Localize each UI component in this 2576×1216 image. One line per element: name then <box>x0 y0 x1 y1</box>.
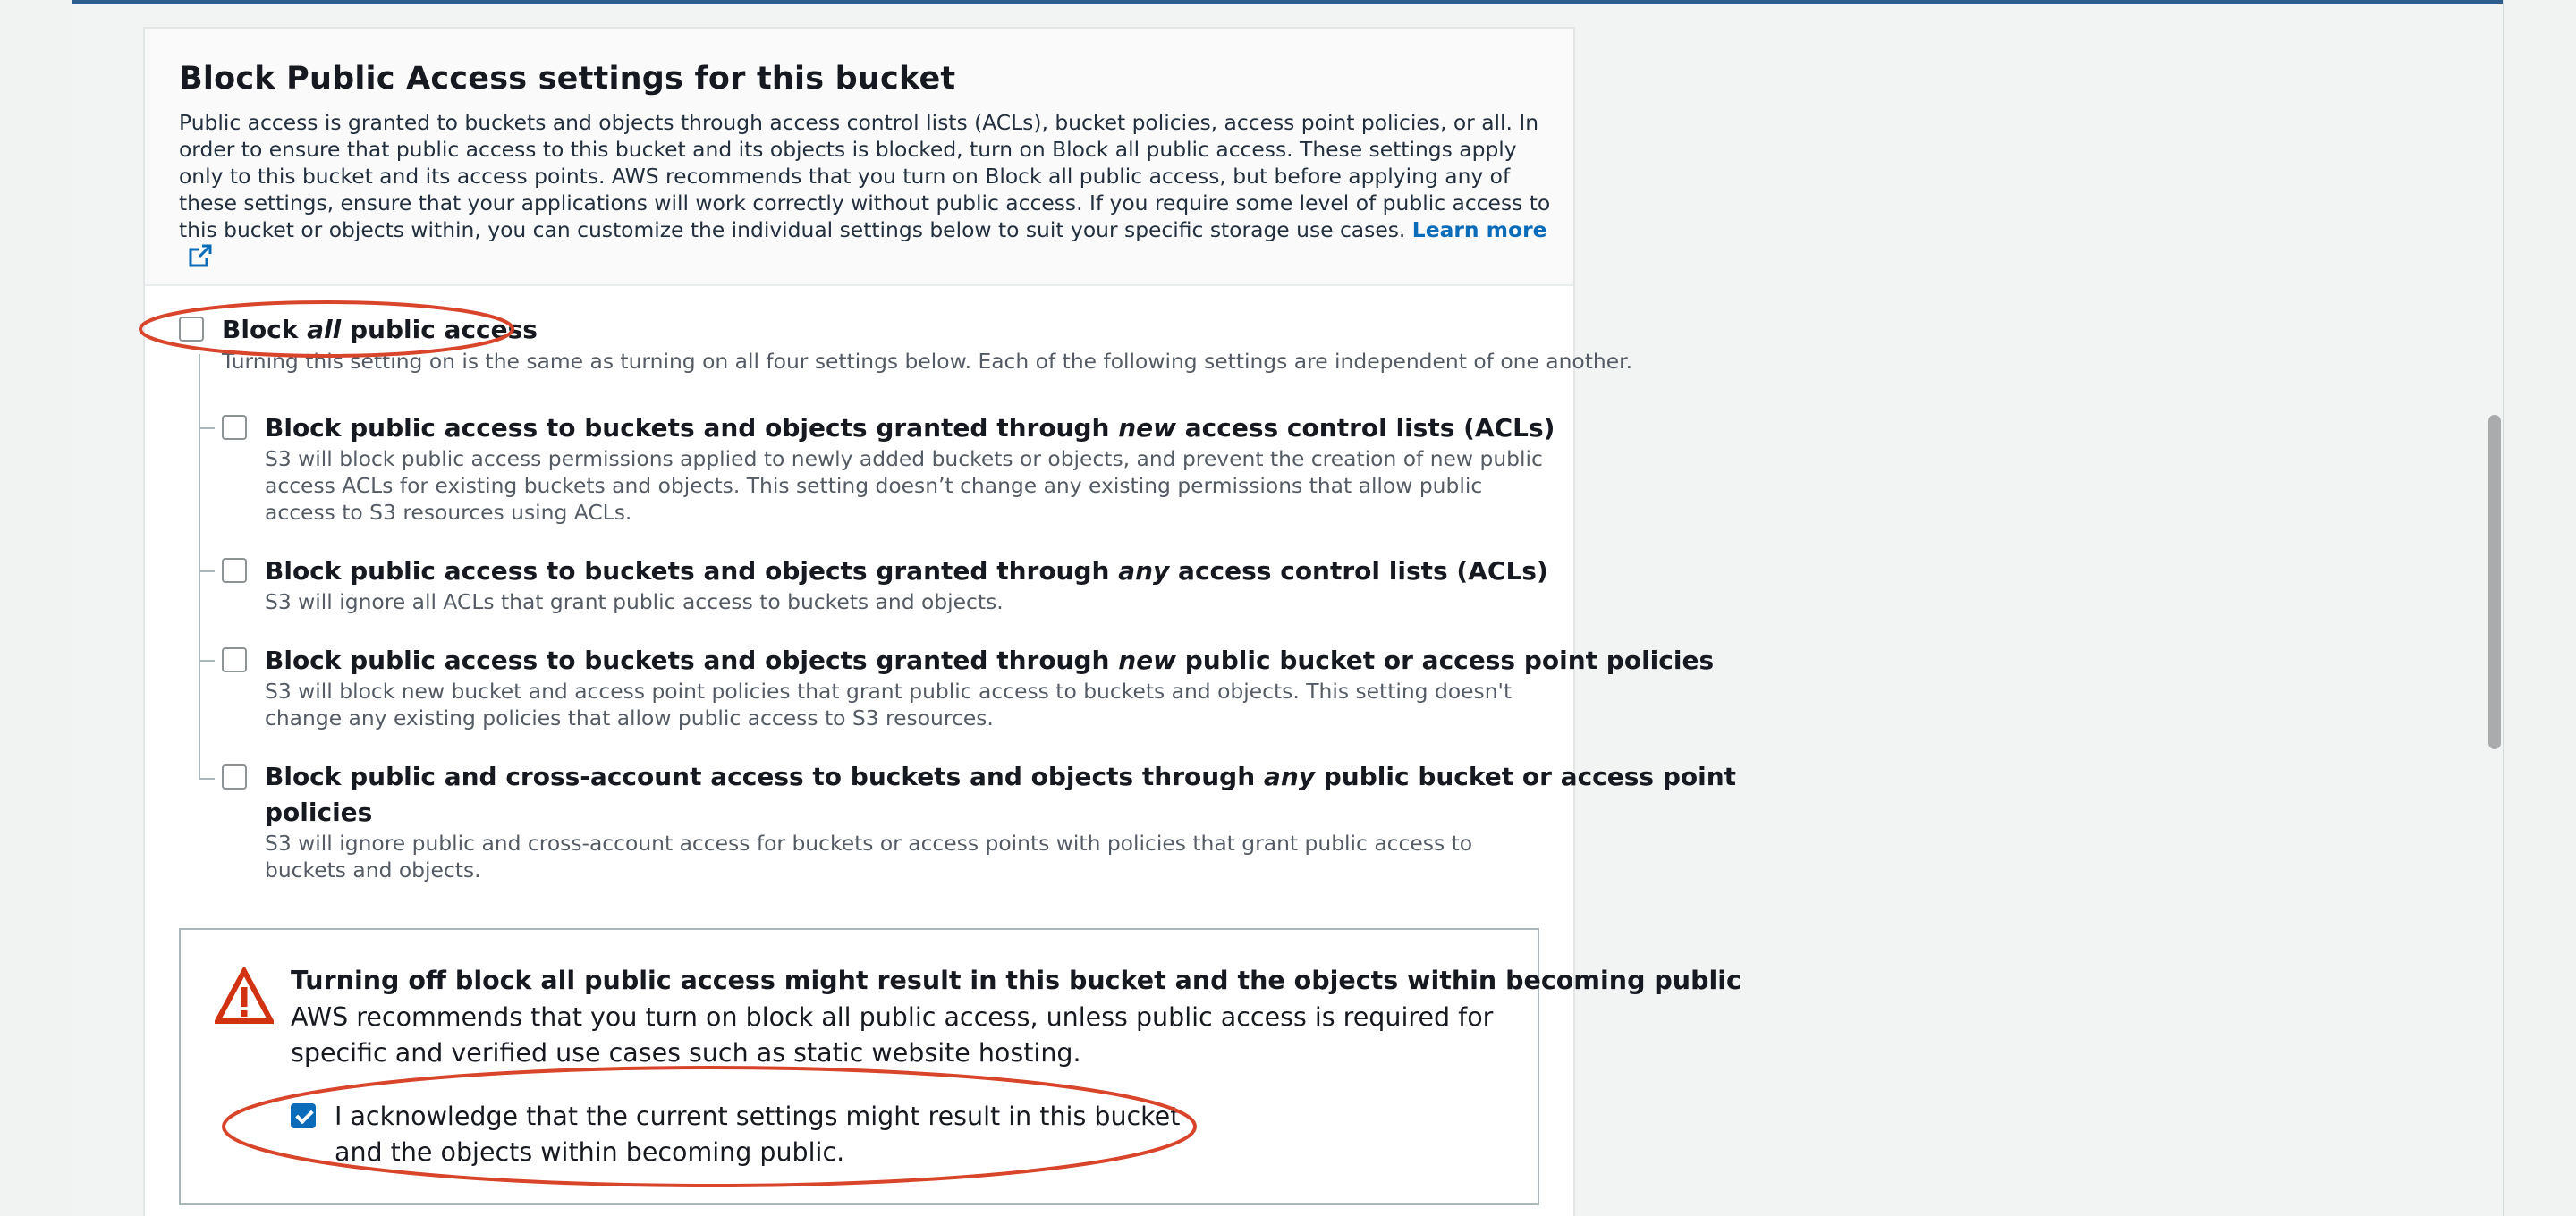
block-all-label[interactable]: Block all public access <box>222 315 538 344</box>
scrollbar-thumb[interactable] <box>2488 415 2501 749</box>
warning-title: Turning off block all public access might result in this bucket and the objects within becoming public <box>291 966 1741 995</box>
warning-triangle-icon <box>215 967 274 1028</box>
block-new-policies-checkbox[interactable] <box>222 647 247 672</box>
block-any-acls-description: S3 will ignore all ACLs that grant public access to buckets and objects. <box>265 589 1004 614</box>
external-link-icon <box>188 243 213 274</box>
frame-border <box>2503 0 2504 1216</box>
panel-header <box>145 29 1573 286</box>
block-new-policies-label[interactable]: Block public access to buckets and objects granted through new public bucket or access point policies <box>265 646 1715 675</box>
block-all-checkbox[interactable] <box>179 317 204 342</box>
block-any-acls-checkbox[interactable] <box>222 558 247 583</box>
block-cross-account-description: S3 will ignore public and cross-account access for buckets or access points with policies that grant public access to buckets and objects. <box>265 831 1473 882</box>
block-all-description: Turning this setting on is the same as turning on all four settings below. Each of the following settings are independent of one another. <box>222 349 1633 374</box>
tree-connector-branch <box>199 778 215 780</box>
warning-description: AWS recommends that you turn on block all public access, unless public access is required for specific and verified use cases such as static website hosting. <box>291 1002 1494 1068</box>
block-any-acls-label[interactable]: Block public access to buckets and objects granted through any access control lists (ACLs) <box>265 556 1548 586</box>
learn-more-label: Learn more <box>1411 217 1547 242</box>
tree-connector <box>199 354 200 780</box>
tree-connector-branch <box>199 570 215 572</box>
panel-description-text: Public access is granted to buckets and objects through access control lists (ACLs), bucket policies, access point policies, or all. In order to ensure that public access to this bucket and its objects is blocked, turn on Block all public access. These settings apply only to this bucket and its access points. AWS recommends that you turn on Block all public access, but before applying any of these settings, ensure that your applications will work correctly without public access. If you require some level of public access to this bucket or objects within, you can customize the individual settings below to suit your specific storage use cases. <box>179 110 1551 242</box>
panel-title: Block Public Access settings for this bucket <box>179 61 956 97</box>
block-cross-account-checkbox[interactable] <box>222 764 247 790</box>
block-cross-account-label-line2[interactable]: policies <box>265 798 373 827</box>
block-cross-account-label[interactable]: Block public and cross-account access to buckets and objects through any public bucket or access point <box>265 762 1737 791</box>
acknowledge-label[interactable]: I acknowledge that the current settings might result in this bucket and the objects within becoming public. <box>335 1102 1181 1167</box>
panel-description <box>179 109 1556 274</box>
acknowledge-checkbox[interactable] <box>291 1103 316 1128</box>
block-new-acls-label[interactable]: Block public access to buckets and objects granted through new access control lists (ACLs) <box>265 413 1555 443</box>
block-new-acls-description: S3 will block public access permissions applied to newly added buckets or objects, and prevent the creation of new public access ACLs for existing buckets and objects. This setting doesn’t change any existing permissions that allow public access to S3 resources using ACLs. <box>265 446 1543 525</box>
block-new-policies-description: S3 will block new bucket and access point policies that grant public access to buckets and objects. This setting doesn't change any existing policies that allow public access to S3 resources. <box>265 679 1513 730</box>
tree-connector-branch <box>199 660 215 662</box>
tree-connector-branch <box>199 427 215 429</box>
block-new-acls-checkbox[interactable] <box>222 415 247 440</box>
